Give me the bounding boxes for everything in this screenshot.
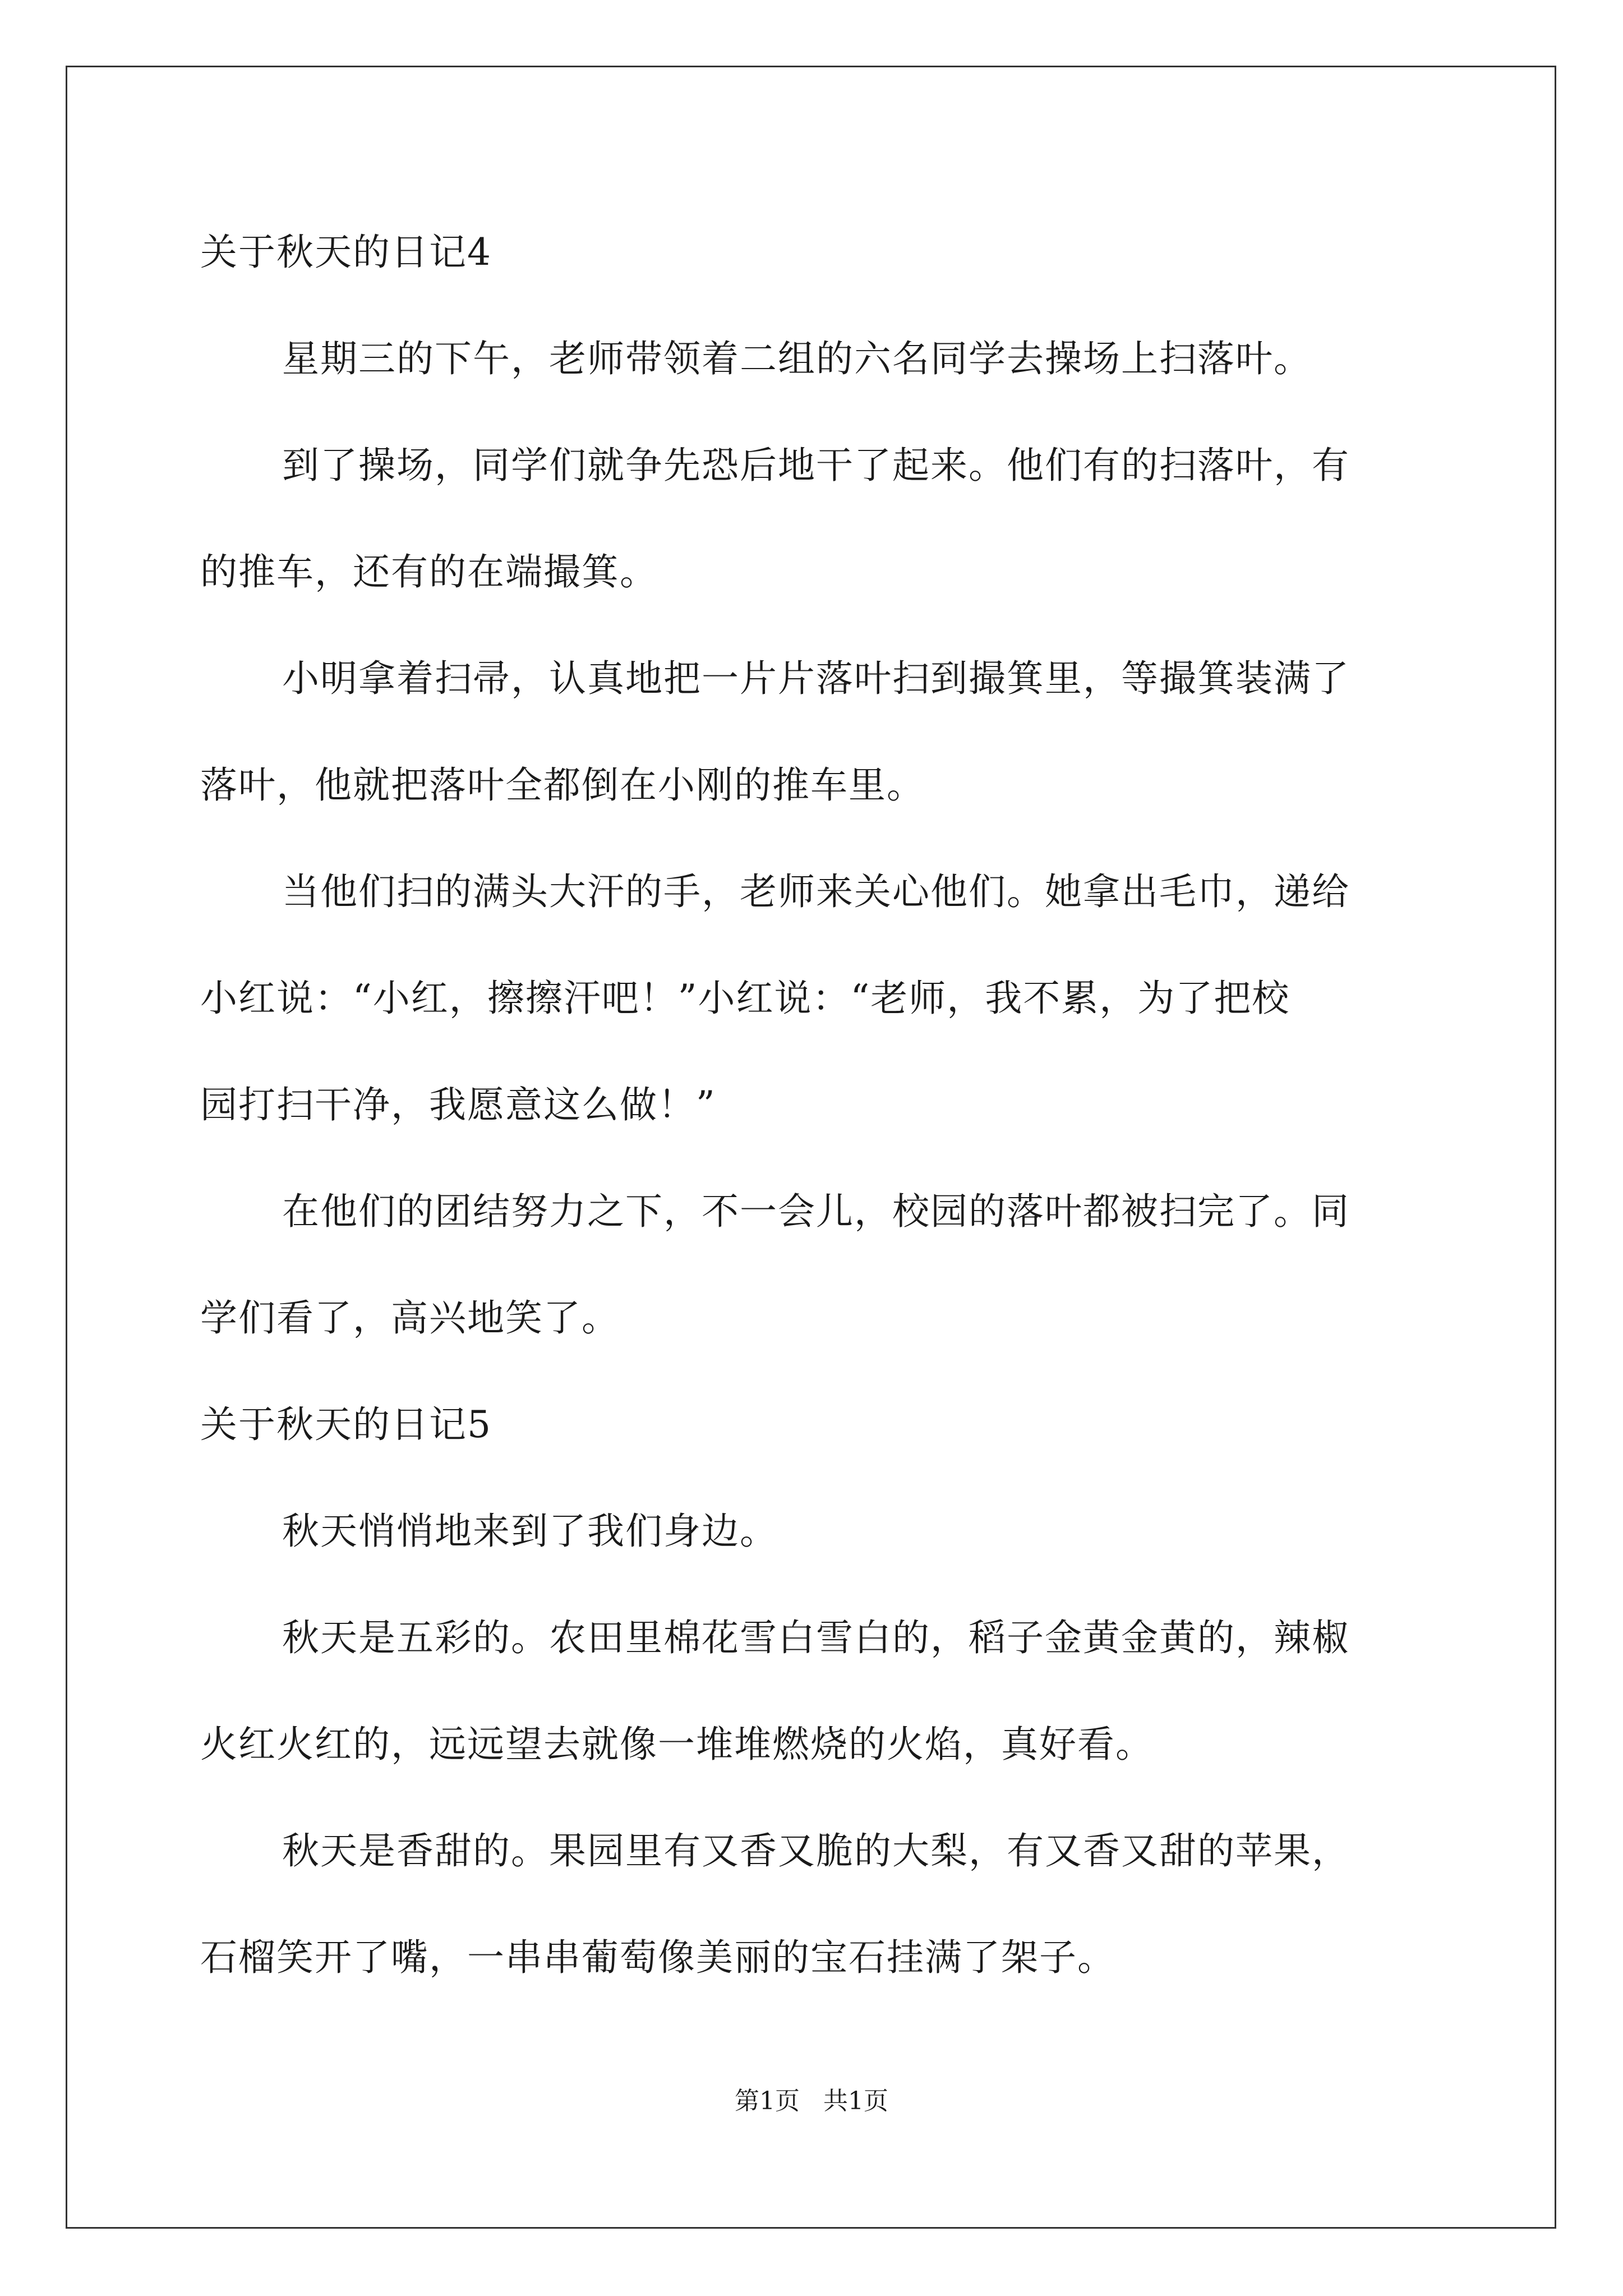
paragraph-line: 星期三的下午，老师带领着二组的六名同学去操场上扫落叶。: [282, 337, 1312, 380]
paragraph-line: 的推车，还有的在端撮箕。: [200, 550, 658, 593]
diary-title-5: 关于秋天的日记5: [200, 1403, 492, 1446]
page-number-footer: 第1页 共1页: [735, 2087, 888, 2115]
paragraph-line: 秋天悄悄地来到了我们身边。: [282, 1510, 778, 1553]
diary-title-4: 关于秋天的日记4: [200, 231, 492, 274]
paragraph-line: 小明拿着扫帚，认真地把一片片落叶扫到撮箕里，等撮箕装满了: [282, 657, 1350, 700]
paragraph-line: 秋天是五彩的。农田里棉花雪白雪白的，稻子金黄金黄的，辣椒: [282, 1616, 1350, 1659]
paragraph-line: 园打扫干净，我愿意这么做！”: [200, 1083, 716, 1126]
paragraph-line: 火红火红的，远远望去就像一堆堆燃烧的火焰，真好看。: [200, 1723, 1154, 1766]
paragraph-line: 小红说：“小红，擦擦汗吧！”小红说：“老师，我不累，为了把校: [200, 977, 1290, 1020]
paragraph-line: 落叶，他就把落叶全都倒在小刚的推车里。: [200, 763, 925, 807]
paragraph-line: 石榴笑开了嘴，一串串葡萄像美丽的宝石挂满了架子。: [200, 1936, 1115, 1979]
paragraph-line: 秋天是香甜的。果园里有又香又脆的大梨，有又香又甜的苹果，: [282, 1829, 1350, 1872]
page-frame: [66, 66, 1556, 2229]
paragraph-line: 在他们的团结努力之下，不一会儿，校园的落叶都被扫完了。同: [282, 1190, 1350, 1233]
paragraph-line: 学们看了，高兴地笑了。: [200, 1296, 620, 1340]
paragraph-line: 当他们扫的满头大汗的手，老师来关心他们。她拿出毛巾，递给: [282, 870, 1350, 913]
paragraph-line: 到了操场，同学们就争先恐后地干了起来。他们有的扫落叶，有: [282, 444, 1350, 487]
